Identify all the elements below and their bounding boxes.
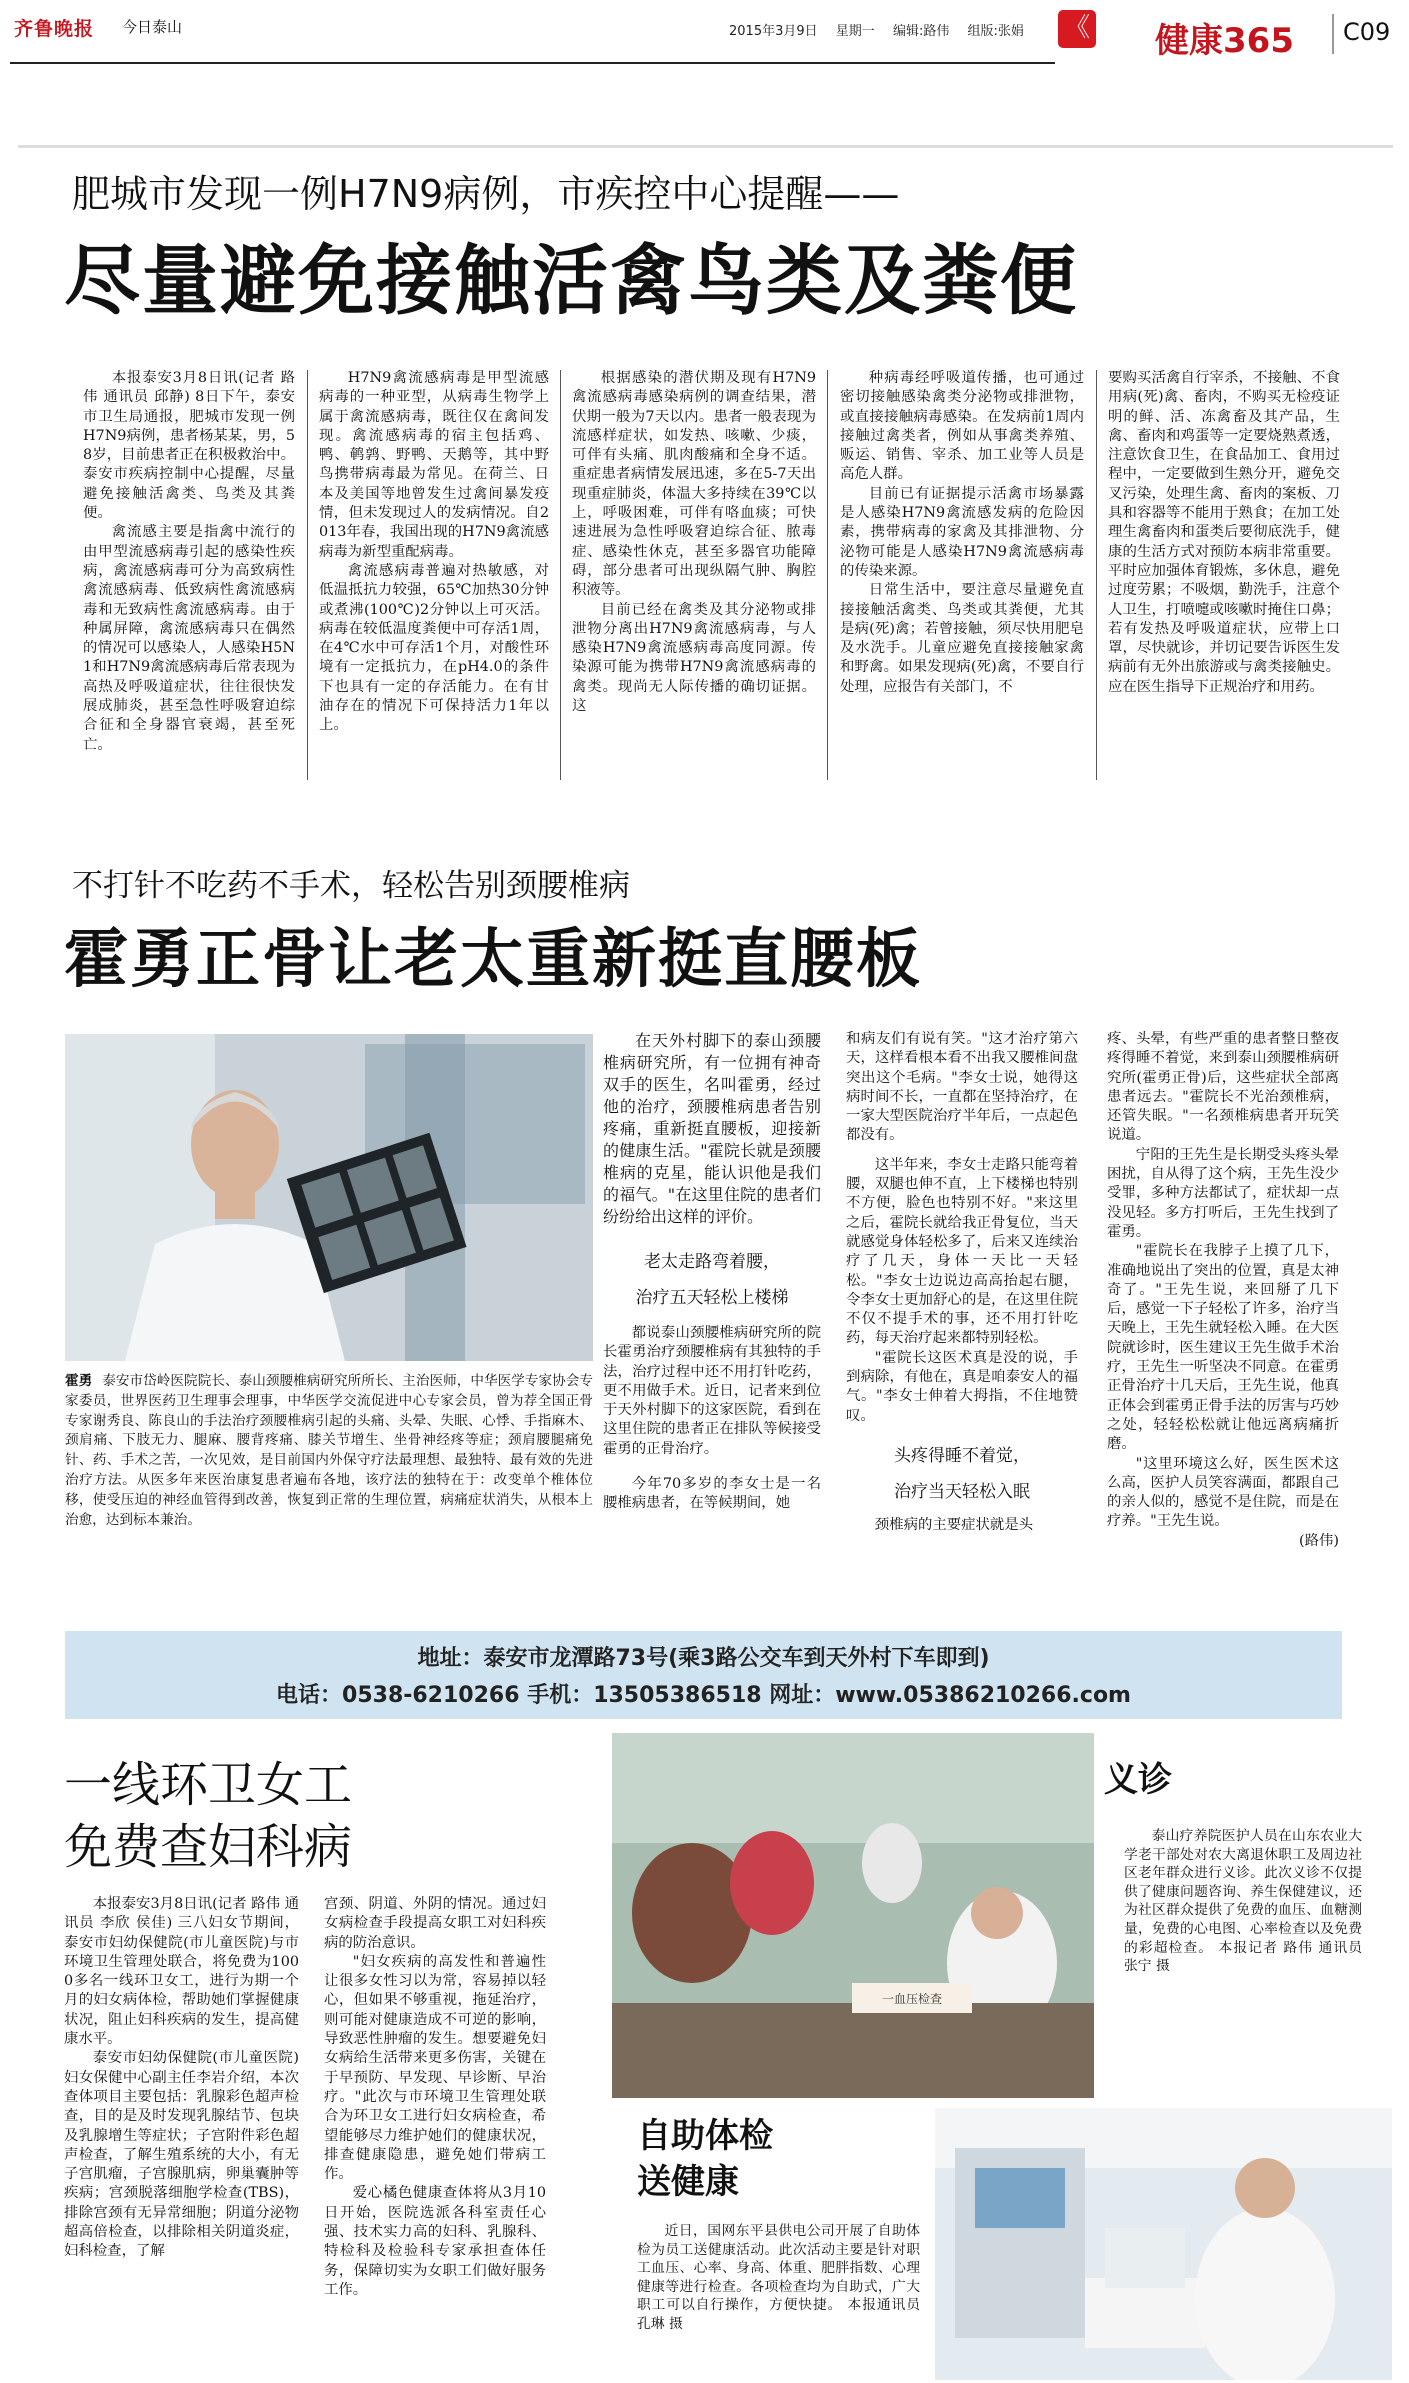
paragraph: 这半年来，李女士走路只能弯着腰，双腿也伸不直，上下楼梯也特别不方便，脸色也特别不好。"来这里之后，霍院长就给我正骨复位，当天就感觉身体轻松多了，后来又连续治疗了几天，身体一天比一天轻松。"李女士边说边高高抬起右腿，令李女士更加舒心的是，在这里住院不仅不提手术的事，还不用打针吃药，每天治疗起来都特别轻松。 — [846, 1156, 1078, 1347]
column-mark-icon: 《 — [1058, 10, 1096, 48]
article2-byline: (路伟) — [1298, 1532, 1339, 1549]
article1-kicker: 肥城市发现一例H7N9病例，市疾控中心提醒—— — [72, 172, 900, 216]
header-rule — [10, 62, 1055, 64]
designer-credit: 组版:张娟 — [967, 24, 1024, 39]
article3-column-2 — [324, 1895, 546, 2300]
article3-headline-line-1: 一线环卫女工 — [64, 1757, 353, 1813]
paragraph: 和病友们有说有笑。"这才治疗第六天，这样看根本看不出我又腰椎间盘突出这个毛病。"李女士说，她得这病时间不长，一直都在坚持治疗，在一家大型医院治疗半年后，一点起色都没有。 — [846, 1031, 1078, 1144]
paragraph: 要购买活禽自行宰杀，不接触、不食用病(死)禽、畜肉，不购买无检疫证明的鲜、活、冻禽畜及其产品，生禽、畜肉和鸡蛋等一定要烧熟煮透，注意饮食卫生，在食品加工、食用过程中，一定要做到生熟分开，避免交叉污染，处理生禽、畜肉的案板、刀具和容器等不能用于熟食；在加工处理生禽畜肉和蛋类后要彻底洗手，健康的生活方式对预防本病非常重要。平时应加强体育锻炼，多休息，避免过度劳累；不吸烟，勤洗手，注意个人卫生，打喷嚏或咳嗽时掩住口鼻；若有发热及呼吸道症状，应带上口罩，尽快就诊，并切记要告诉医生发病前有无外出旅游或与禽类接触史。应在医生指导下正规治疗和用药。 — [1108, 370, 1340, 695]
issue-weekday: 星期一 — [835, 24, 875, 39]
paragraph: 近日，国网东平县供电公司开展了自助体检为员工送健康活动。此次活动主要是针对职工血压、心率、身高、体重、肥胖指数、心理健康等进行检查。各项检查均为自助式，广大职工可以自行操作，方便快捷。 本报通讯员 孔琳 摄 — [637, 2223, 920, 2332]
free-clinic-illustration — [612, 1733, 1094, 2098]
paragraph: 爱心橘色健康查体将从3月10日开始，医院选派各科室责任心强、技术实力高的妇科、乳腺科、特检科及检验科专家承担查体任务，保障切实为女职工们做好服务工作。 — [324, 2185, 546, 2298]
article1-column-5 — [1108, 369, 1340, 697]
column-divider — [1096, 370, 1097, 780]
section-rule — [18, 145, 1393, 148]
doctor-photo — [65, 1034, 593, 1361]
column-divider — [307, 370, 308, 780]
article3-column-1 — [64, 1895, 299, 2262]
article3-headline — [64, 1754, 352, 1878]
subhead-1 — [603, 1244, 821, 1316]
section-name: 今日泰山 — [122, 18, 183, 36]
paragraph: 禽流感主要是指禽中流行的由甲型流感病毒引起的感染性疾病，禽流感病毒可分为高致病性禽流感病毒、低致病性禽流感病毒和无致病性禽流感病毒。由于种属屏障，禽流感病毒只在偶然的情况可以感染人，人感染H5N1和H7N9禽流感病毒后常表现为高热及呼吸道症状，往往很快发展成肺炎，甚至急性呼吸窘迫综合征和全身器官衰竭，甚至死亡。 — [83, 524, 295, 753]
subhead-1-line-2: 治疗五天轻松上楼梯 — [635, 1288, 789, 1308]
paragraph: 根据感染的潜伏期及现有H7N9禽流感病毒感染病例的调查结果，潜伏期一般为7天以内。患者一般表现为流感样症状，如发热、咳嗽、少痰，可伴有头痛、肌肉酸痛和全身不适。重症患者病情发展迅速，多在5-7天出现重症肺炎，体温大多持续在39℃以上，呼吸困难，可伴有咯血痰；可快速进展为急性呼吸窘迫综合征、脓毒症、感染性休克，甚至多器官功能障碍，部分患者可出现纵隔气肿、胸腔积液等。 — [572, 370, 816, 599]
editor-credit: 编辑:路伟 — [892, 24, 950, 39]
clinic-contact-box — [65, 1631, 1342, 1719]
article2-column-1 — [603, 1030, 821, 1514]
paragraph: 泰安市妇幼保健院(市儿童医院)妇女保健中心副主任李岩介绍，本次查体项目主要包括：乳腺彩色超声检查，目的是及时发现乳腺结节、包块及乳腺增生等症状；子宫附件彩色超声检查，了解生殖系统的大小，有无子宫肌瘤，子宫腺肌病，卵巢囊肿等疾病；宫颈脱落细胞学检查(TBS)，排除宫颈有无异常细胞；阴道分泌物超高倍检查，以排除相关阴道炎症，妇科检查，了解 — [64, 2050, 299, 2260]
paragraph: 今年70多岁的李女士是一名腰椎病患者，在等候期间，她 — [603, 1476, 821, 1512]
paragraph: 种病毒经呼吸道传播，也可通过密切接触感染禽类分泌物或排泄物，或直接接触病毒感染。在发病前1周内接触过禽类者，例如从事禽类养殖、贩运、销售、宰杀、加工业等人员是高危人群。 — [840, 370, 1084, 483]
subhead-2-line-2: 治疗当天轻松入眠 — [894, 1481, 1030, 1502]
article2-headline: 霍勇正骨让老太重新挺直腰板 — [64, 923, 922, 997]
issue-meta — [729, 20, 1038, 39]
caption-name: 霍勇 — [65, 1373, 93, 1389]
zizhu-title-line-2: 送健康 — [637, 2162, 739, 2202]
paragraph: 颈椎病的主要症状就是头 — [874, 1516, 1034, 1533]
clinic-address: 地址：泰安市龙潭路73号(乘3路公交车到天外村下车即到) — [417, 1646, 990, 1671]
subhead-2 — [846, 1438, 1078, 1510]
paragraph: 泰山疗养院医护人员在山东农业大学老干部处对农大离退休职工及周边社区老年群众进行义诊。此次义诊不仅提供了健康问题咨询、养生保健建议，还为社区群众提供了免费的血压、血糖测量，免费的心电图、心率检查以及免费的彩超检查。 本报记者 路伟 通讯员 张宁 摄 — [1124, 1828, 1362, 1975]
zizhu-title-line-1: 自助体检 — [637, 2116, 773, 2156]
yizhen-title: 义诊 — [1104, 1760, 1172, 1800]
booth-sign: 一血压检查 — [881, 1992, 943, 2006]
paragraph: 禽流感病毒普遍对热敏感，对低温抵抗力较强，65℃加热30分钟或煮沸(100℃)2分钟以上可灭活。病毒在较低温度粪便中可存活1周，在4℃水中可存活1个月，对酸性环境有一定抵抗力，在pH4.0的条件下也具有一定的存活能力。在有甘油存在的情况下可保持活力1年以上。 — [319, 562, 549, 734]
article2-kicker: 不打针不吃药不手术，轻松告别颈腰椎病 — [72, 868, 630, 904]
yizhen-text-block — [1124, 1827, 1362, 1976]
caption-text: 泰安市岱岭医院院长、泰山颈腰椎病研究所所长、主治医师，中华医学专家协会专家委员，世界医药卫生理事会理事，中华医学交流促进中心专家会员，曾为荐全国正骨专家谢秀良、陈良山的手法治疗颈腰椎病引起的头痛、头晕、失眠、心悸、手指麻木、颈肩痛、下肢无力、腿麻、腰背疼痛、膝关节增生、坐骨神经疼等症；颈肩腰腿痛免针、药、手术之苦，一次见效，是目前国内外保守疗法最理想、最独特、最有效的先进治疗方法。从医多年来医治康复患者遍布各地，该疗法的独特在于：改变单个椎体位移，使受压迫的神经血管得到改善，恢复到正常的生理位置，病痛症状消失，从根本上治愈，达到标本兼治。 — [65, 1373, 593, 1528]
article1-column-4 — [840, 369, 1084, 697]
paragraph: "这里环境这么好，医生医术这么高，医护人员笑容满面，都跟自己的亲人似的，感觉不是住院，而是在疗养。"王先生说。 — [1107, 1455, 1339, 1530]
paragraph: 本报泰安3月8日讯(记者 路伟 通讯员 邱静) 8日下午，泰安市卫生局通报，肥城市发现一例H7N9病例，患者杨某某，男，58岁，目前患者正在积极救治中。泰安市疾病控制中心提醒，尽量避免接触活禽类、鸟类及其粪便。 — [83, 370, 295, 522]
paragraph: H7N9禽流感病毒是甲型流感病毒的一种亚型，从病毒生物学上属于禽流感病毒，既往仅在禽间发现。禽流感病毒的宿主包括鸡、鸭、鹌鹑、野鸭、天鹅等，其中野鸟携带病毒最为常见。在荷兰、日本及美国等地曾发生过禽间暴发疫情，但未发现过人的发病情况。自2013年春，我国出现的H7N9禽流感病毒为新型重配病毒。 — [319, 370, 549, 560]
paragraph: 都说泰山颈腰椎病研究所的院长霍勇治疗颈腰椎病有其独特的手法，治疗过程中还不用打针吃药，更不用做手术。近日，记者来到位于天外村脚下的这家医院，看到在这里住院的患者正在排队等候接受霍勇的正骨治疗。 — [603, 1325, 821, 1457]
article1-column-1 — [83, 369, 295, 755]
paragraph: "妇女疾病的高发性和普遍性让很多女性习以为常，容易掉以轻心，但如果不够重视，拖延治疗，则可能对健康造成不可逆的影响，导致恶性肿瘤的发生。想要避免妇女病给生活带来更多伤害，关键在于早预防、早发现、早诊断、早治疗。"此次与市环境卫生管理处联合为环卫女工进行妇女病检查，希望能够尽力维护她们的健康状况，排查健康隐患，避免她们带病工作。 — [324, 1953, 546, 2183]
paragraph: "霍院长在我脖子上摸了几下，准确地说出了突出的位置，真是太神奇了。"王先生说，来回掰了几下后，感觉一下子轻松了许多，治疗当天晚上，王先生就轻松入睡。在大医院就诊时，医生建议王先生做手术治疗，王先生一听坚决不同意。在霍勇正骨治疗十几天后，王先生说，他真正体会到霍勇正骨手法的厉害与巧妙之处，轻轻松松就让他远离病痛折磨。 — [1107, 1243, 1339, 1453]
article2-column-2 — [846, 1030, 1078, 1535]
article2-column-3 — [1107, 1030, 1339, 1551]
paragraph: 宫颈、阴道、外阴的情况。通过妇女病检查手段提高女职工对妇科疾病的防治意识。 — [324, 1896, 546, 1951]
zizhu-title — [637, 2113, 773, 2205]
issue-date: 2015年3月9日 — [729, 24, 818, 39]
free-clinic-photo — [612, 1733, 1094, 2098]
self-check-illustration — [935, 2108, 1392, 2380]
paragraph: 目前已有证据提示活禽市场暴露是人感染H7N9禽流感发病的危险因素，携带病毒的家禽及其排泄物、分泌物可能是人感染H7N9禽流感病毒的传染来源。 — [840, 485, 1084, 579]
doctor-photo-illustration — [65, 1034, 593, 1361]
zizhu-text-block — [637, 2222, 920, 2334]
subhead-1-line-1: 老太走路弯着腰， — [644, 1252, 780, 1272]
newspaper-logo: 齐鲁晚报 — [14, 18, 95, 40]
paragraph: 本报泰安3月8日讯(记者 路伟 通讯员 李欣 侯佳) 三八妇女节期间，泰安市妇幼保健院(市儿童医院)与市环境卫生管理处联合，将免费为1000多名一线环卫女工，进行为期一个月的妇女病体检，帮助她们掌握健康状况，阻止妇科疾病的发生，提高健康水平。 — [64, 1896, 299, 2048]
intro-paragraph: 在天外村脚下的泰山颈腰椎病研究所，有一位拥有神奇双手的医生，名叫霍勇，经过他的治疗，颈腰椎病患者告别疼痛，重新挺直腰板，迎接新的健康生活。"霍院长就是颈腰椎病的克星，能认识他是我们的福气。"在这里住院的患者们纷纷给出这样的评价。 — [603, 1031, 821, 1226]
column-divider — [827, 370, 828, 780]
header-divider — [1332, 14, 1334, 54]
clinic-contact: 电话：0538-6210266 手机：13505386518 网址：www.05386210266.com — [276, 1683, 1131, 1708]
paragraph: 疼、头晕，有些严重的患者整日整夜疼得睡不着觉，来到泰山颈腰椎病研究所(霍勇正骨)后，这些症状全部离患者远去。"霍院长不光治颈椎病，还管失眠。"一名颈椎病患者开玩笑说道。 — [1107, 1031, 1339, 1144]
article1-headline: 尽量避免接触活禽鸟类及粪便 — [64, 236, 1078, 325]
paragraph: "霍院长这医术真是没的说，手到病除，有他在，真是咱泰安人的福气。"李女士伸着大拇指，不住地赞叹。 — [846, 1349, 1078, 1424]
subhead-2-line-1: 头疼得睡不着觉， — [894, 1445, 1030, 1466]
article1-column-2 — [319, 369, 549, 736]
doctor-photo-caption — [65, 1372, 593, 1530]
page-number: C09 — [1343, 18, 1391, 46]
article3-headline-line-2: 免费查妇科病 — [64, 1819, 353, 1875]
paragraph: 日常生活中，要注意尽量避免直接接触活禽类、鸟类或其粪便，尤其是病(死)禽；若曾接触，须尽快用肥皂及水洗手。儿童应避免直接接触家禽和野禽。如果发现病(死)禽，不要自行处理，应报告有关部门，不 — [840, 582, 1084, 695]
column-divider — [560, 370, 561, 780]
paragraph: 宁阳的王先生是长期受头疼头晕困扰，自从得了这个病，王先生没少受罪，多种方法都试了，症状却一点没见轻。多方打听后，王先生找到了霍勇。 — [1107, 1146, 1339, 1240]
column-name: 健康365 — [1155, 21, 1294, 61]
self-check-photo — [935, 2108, 1392, 2380]
paragraph: 目前已经在禽类及其分泌物或排泄物分离出H7N9禽流感病毒，与人感染H7N9禽流感病毒高度同源。传染源可能为携带H7N9禽流感病毒的禽类。现尚无人际传播的确切证据。这 — [572, 601, 816, 715]
article1-column-3 — [572, 369, 816, 716]
